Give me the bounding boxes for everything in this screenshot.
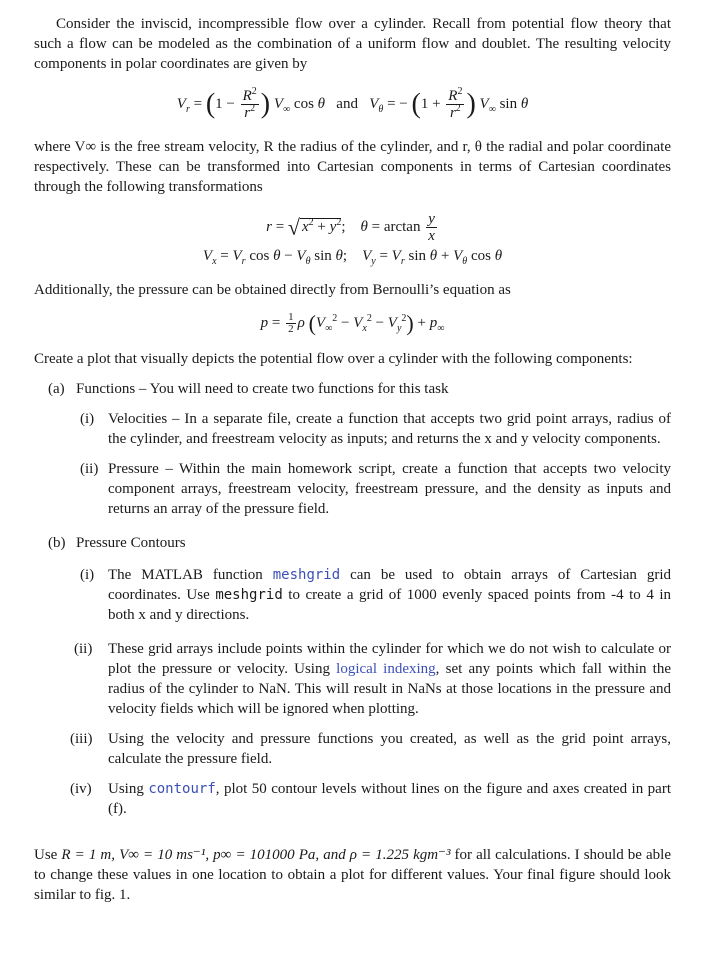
part-a — [48, 379, 671, 399]
polar-velocity-equations: $V_r = (1$ − $\frac{R^2}{r^2}$ ) $V_\infty$ cos θ and $V_\theta$ = − (1 + $\frac{R^2}{r^2}$ ) $V_\infty$ sin θ — [176, 86, 529, 121]
bernoulli-equation: p = $\frac{1}{2}$ ρ $(V_\infty^2 - V_x^2 - V_y^2) + p_\infty$ — [260, 310, 445, 336]
contourf-code: contourf — [148, 781, 216, 797]
task-paragraph: Create a plot that visually depicts the potential flow over a cylinder with the following components: — [34, 351, 633, 367]
cartesian-velocity-equation: $V_x = V_r$ $\cos \theta - V_\theta$ sin θ; $V_y = V_r$ $\sin \theta + V_\theta$ cos θ — [202, 248, 503, 267]
meshgrid-code: meshgrid — [272, 567, 341, 583]
parameter-values: R = 1 m, V∞ = 10 ms⁻¹, p∞ = 101000 Pa, and ρ = 1.225 kgm⁻³ — [61, 847, 451, 863]
list-item: (ii) Pressure – Within the main homework script, create a function that accepts two velocity component arrays, freestream velocity, freestream pressure, and the density as inputs and returns an array of the pressure field. — [80, 461, 671, 517]
list-item: (i) Velocities – In a separate file, create a function that accepts two grid point arrays, radius of the cylinder, and freestream velocity as inputs; and returns the x and y velocity components. — [80, 411, 671, 447]
part-b-list — [70, 565, 672, 819]
list-item: (ii) These grid arrays include points within the cylinder for which we do not wish to calculate or plot the pressure or velocity. Using logical indexing, set any points which fall within the radius of the cylinder to NaN. This will result in NaNs at those locations in the pressure and velocity fields which will be ignored when plotting. — [74, 641, 671, 717]
part-a-text: Functions – You will need to create two functions for this task — [76, 381, 449, 397]
meshgrid-code-inline: meshgrid — [215, 587, 283, 603]
bernoulli-paragraph: Additionally, the pressure can be obtained directly from Bernoulli’s equation as — [34, 282, 511, 298]
part-a-label: (a) — [48, 381, 65, 397]
intro-paragraph: Consider the inviscid, incompressible flow over a cylinder. Recall from potential flow theory that such a flow can be modeled as the combination of a uniform flow and doublet. The resulting velocity components in polar coordinates are given by — [34, 16, 671, 72]
part-b-label: (b) — [48, 535, 66, 551]
part-a-list — [80, 409, 671, 519]
eq-connector: and — [336, 95, 358, 112]
closing-paragraph: Use R = 1 m, V∞ = 10 ms⁻¹, p∞ = 101000 Pa, and ρ = 1.225 kgm⁻³ for all calculations. I should be able to change these values in one location to obtain a plot for different values. Your final figure should look similar to fig. 1. — [34, 847, 672, 903]
list-item: (iv) Using contourf, plot 50 contour levels without lines on the figure and axes created in part (f). — [70, 781, 672, 817]
part-b-text: Pressure Contours — [76, 535, 186, 551]
part-b — [48, 533, 671, 553]
coordinate-transform-equation: r = √ $x^2 + y^2$; θ = arctan $\frac{y}{x}$ — [266, 211, 435, 244]
logical-indexing-link[interactable]: logical indexing — [336, 661, 436, 677]
where-paragraph: where V∞ is the free stream velocity, R the radius of the cylinder, and r, θ the radial and polar coordinate respectively. These can be transformed into Cartesian components in terms of Cartesian coordinates through the following transformations — [34, 139, 671, 195]
list-item: (i) The MATLAB function meshgrid can be used to obtain arrays of Cartesian grid coordinates. Use meshgrid to create a grid of 1000 evenly spaced points from -4 to 4 in both x and y directions. — [80, 567, 672, 623]
list-item: (iii) Using the velocity and pressure functions you created, as well as the grid point arrays, calculate the pressure field. — [70, 731, 671, 767]
